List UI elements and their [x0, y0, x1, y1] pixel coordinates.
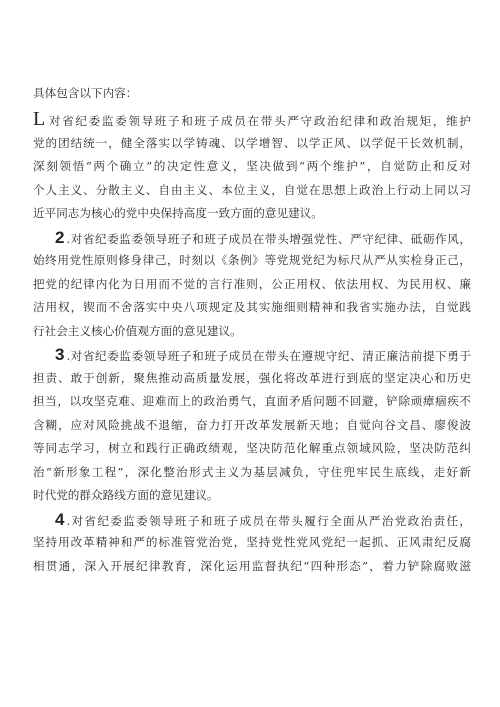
item-3-line-6: 治“新形象工程”，深化整治形式主义为基层减负，守住兜牢民生底线，走好新 — [33, 464, 471, 479]
item-3-line-3: 担当，以攻坚克难、迎难而上的政治勇气，直面矛盾问题不回避，铲除顽瘴痼疾不 — [33, 394, 471, 408]
item-4 — [33, 508, 471, 579]
item-2-text: .对省纪委监委领导班子和班子成员在带头增强党性、严守纪律、砥砺作风， — [66, 231, 471, 246]
item-2-line-2: 始终用党性原则修身律己，时刻以《条例》等党规党纪为标尺从严从实检身正己， — [33, 253, 471, 267]
item-3-line-7: 时代党的群众路线方面的意见建议。 — [33, 488, 219, 502]
item-3-line-4: 含糊，应对风险挑战不退缩，奋力打开改革发展新天地；自觉向谷文昌、廖俊波 — [33, 417, 471, 432]
item-3-number: 3 — [55, 345, 65, 364]
item-4-number: 4 — [55, 509, 65, 529]
item-1-number: L — [33, 108, 46, 130]
item-1-line-5: 近平同志为核心的党中央保持高度一致方面的意见建议。 — [33, 206, 323, 220]
item-2-number: 2 — [55, 227, 65, 247]
item-1-line-2: 党的团结统一，健全落实以学铸魂、以学增智、以学正风、以学促干长效机制， — [33, 135, 471, 150]
item-4-line-3: 相贯通，深入开展纪律教育，深化运用监督执纪“四种形态”，着力铲除腐败滋 — [33, 558, 471, 573]
item-3 — [33, 343, 471, 508]
item-3-line-2: 担责、敢于创新，聚焦推动高质量发展，强化将改革进行到底的坚定决心和历史 — [33, 370, 471, 385]
item-1 — [33, 108, 471, 226]
item-3-line-5: 等同志学习，树立和践行正确政绩观，坚决防范化解重点领域风险，坚决防范纠 — [33, 441, 471, 455]
item-1-text: 对省纪委监委领导班子和班子成员在带头严守政治纪律和政治规矩，维护 — [47, 114, 471, 128]
document-body — [33, 82, 471, 578]
item-1-line-3: 深刻领悟“两个确立”的决定性意义，坚决做到“两个维护”，自觉防止和反对 — [33, 159, 471, 173]
item-3-line-1 — [33, 343, 471, 367]
item-2-line-3: 把党的纪律内化为日用而不觉的言行准则，公正用权、依法用权、为民用权、廉 — [33, 276, 471, 291]
item-4-line-2: 坚持用改革精神和严的标准管党治党，坚持党性党风党纪一起抓、正风肃纪反腐 — [33, 535, 471, 549]
item-4-text: .对省纪委监委领导班子和班子成员在带头履行全面从严治党政治责任， — [66, 513, 471, 528]
intro-heading: 具体包含以下内容： — [33, 86, 138, 100]
item-2-line-1 — [33, 226, 471, 250]
item-4-line-1 — [33, 508, 471, 532]
item-3-text: .对省纪委监委领导班子和班子成员在带头在遵规守纪、清正廉洁前提下勇于 — [66, 349, 471, 363]
item-1-line-1 — [33, 108, 471, 132]
item-2-line-4: 洁用权，锲而不舍落实中央八项规定及其实施细则精神和我省实施办法，自觉践 — [33, 300, 471, 314]
item-2-line-5: 行社会主义核心价值观方面的意见建议。 — [33, 323, 242, 338]
item-1-line-4: 个人主义、分散主义、自由主义、本位主义，自觉在思想上政治上行动上同以习 — [33, 182, 471, 197]
item-2 — [33, 226, 471, 344]
